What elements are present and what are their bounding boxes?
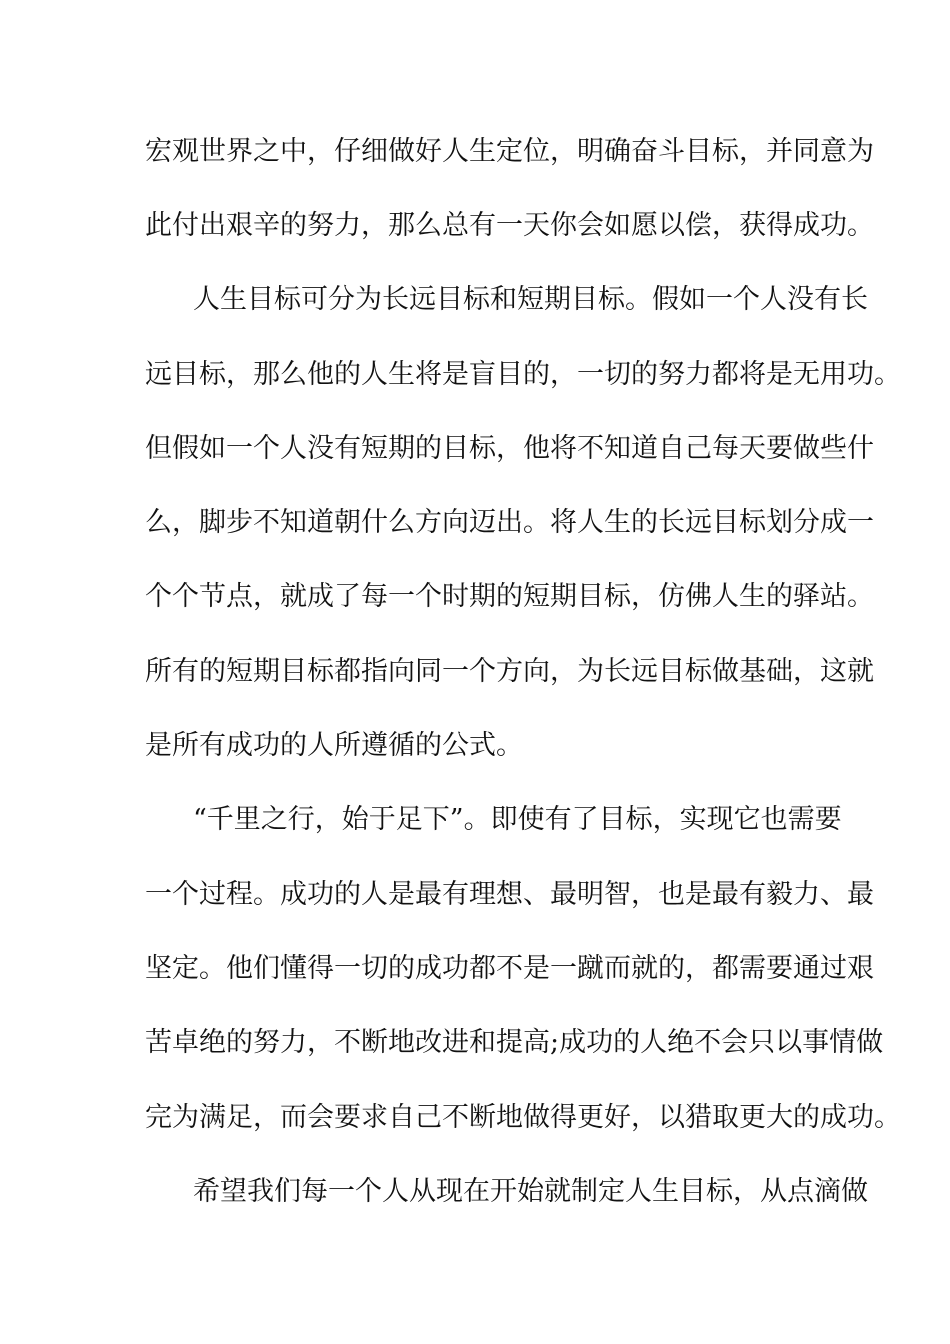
text-line-2: 此付出艰辛的努力，那么总有一天你会如愿以偿，获得成功。 [145, 210, 874, 241]
text-line-4: 远目标，那么他的人生将是盲目的，一切的努力都将是无用功。 [145, 359, 901, 390]
text-line-6: 么，脚步不知道朝什么方向迈出。将人生的长远目标划分成一 [145, 507, 874, 538]
text-line-12: 坚定。他们懂得一切的成功都不是一蹴而就的，都需要通过艰 [145, 953, 874, 984]
text-line-5: 但假如一个人没有短期的目标，他将不知道自己每天要做些什 [145, 433, 874, 464]
paragraph-start-line: 人生目标可分为长远目标和短期目标。假如一个人没有长 [193, 284, 868, 315]
paragraph-start-line: 希望我们每一个人从现在开始就制定人生目标，从点滴做 [193, 1176, 868, 1207]
text-line-9: 是所有成功的人所遵循的公式。 [145, 730, 523, 761]
text-line-7: 个个节点，就成了每一个时期的短期目标，仿佛人生的驿站。 [145, 581, 874, 612]
text-line-11: 一个过程。成功的人是最有理想、最明智，也是最有毅力、最 [145, 879, 874, 910]
text-line-8: 所有的短期目标都指向同一个方向，为长远目标做基础，这就 [145, 656, 874, 687]
text-line-14: 完为满足，而会要求自己不断地做得更好，以猎取更大的成功。 [145, 1102, 901, 1133]
text-line-1: 宏观世界之中，仔细做好人生定位，明确奋斗目标，并同意为 [145, 136, 874, 167]
text-line-13: 苦卓绝的努力，不断地改进和提高;成功的人绝不会只以事情做 [145, 1027, 884, 1058]
paragraph-start-line: “千里之行，始于足下”。即使有了目标，实现它也需要 [193, 804, 842, 835]
